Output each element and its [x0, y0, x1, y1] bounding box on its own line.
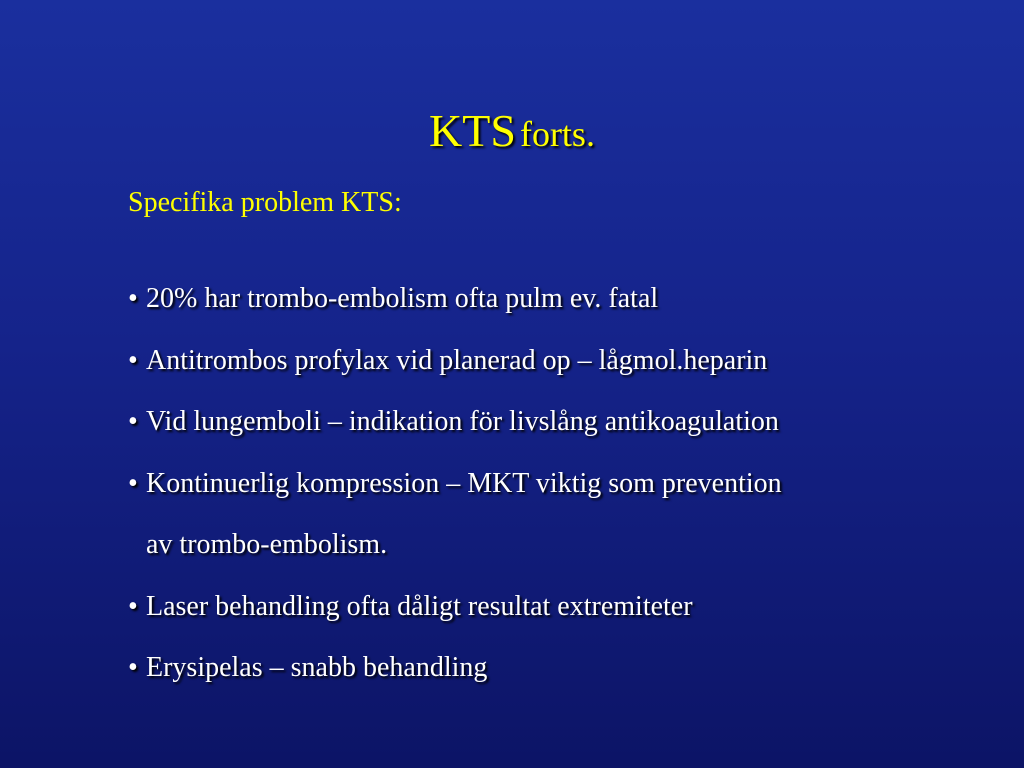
bullet-item — [128, 405, 782, 467]
bullet-text: Kontinuerlig kompression – MKT viktig som prevention — [146, 467, 782, 499]
bullet-text: Antitrombos profylax vid planerad op – lågmol.heparin — [146, 344, 768, 376]
bullet-list — [128, 282, 782, 713]
bullet-marker: • — [128, 467, 138, 499]
bullet-text: av trombo-embolism. — [146, 529, 388, 560]
slide-subtitle: Specifika problem KTS: — [128, 187, 402, 218]
bullet-marker: • — [128, 283, 138, 314]
bullet-continuation — [128, 528, 782, 590]
bullet-marker: • — [128, 344, 138, 376]
bullet-text: 20% har trombo-embolism ofta pulm ev. fatal — [146, 283, 659, 314]
bullet-item — [128, 590, 782, 652]
bullet-text: Vid lungemboli – indikation för livslång antikoagulation — [146, 406, 779, 437]
bullet-item — [128, 651, 782, 713]
bullet-marker: • — [128, 406, 138, 437]
title-sub: forts. — [519, 114, 595, 154]
bullet-marker: • — [128, 590, 138, 622]
title-main: KTS — [429, 105, 516, 156]
bullet-item — [128, 344, 782, 406]
bullet-marker: • — [128, 652, 138, 683]
slide-title — [0, 105, 1024, 156]
bullet-text: Erysipelas – snabb behandling — [146, 652, 488, 683]
bullet-item — [128, 467, 782, 529]
bullet-text: Laser behandling ofta dåligt resultat extremiteter — [146, 590, 693, 622]
bullet-item — [128, 282, 782, 344]
